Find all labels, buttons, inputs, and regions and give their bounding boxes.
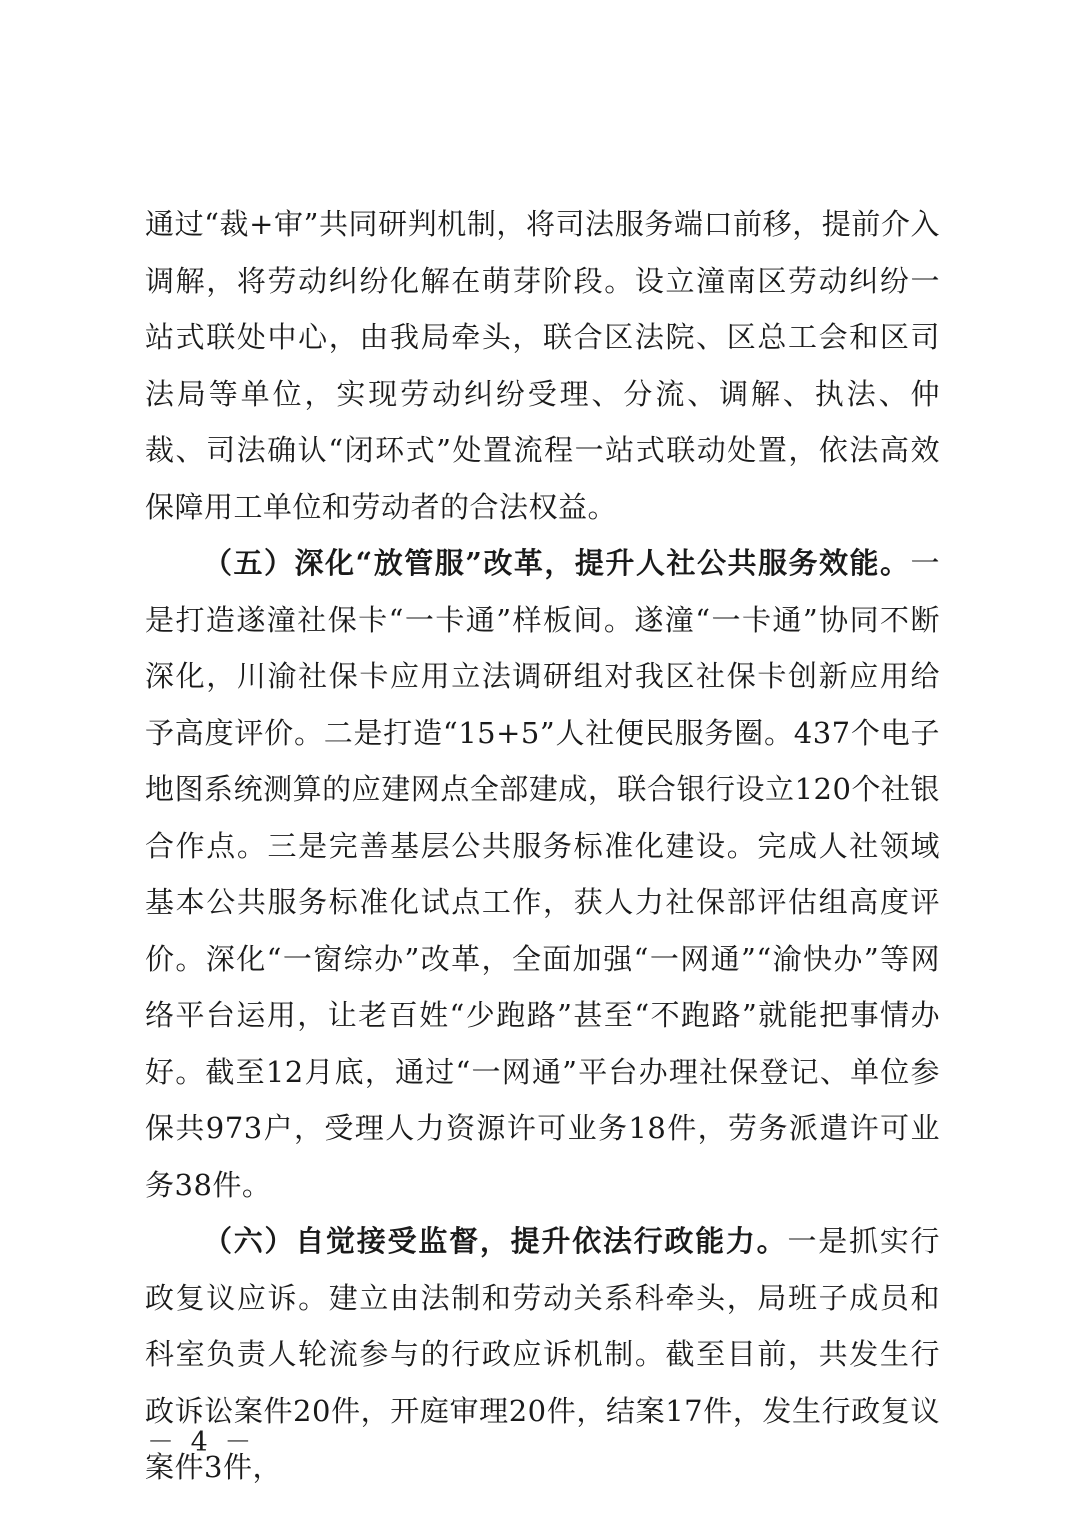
paragraph-text: 通过“裁+审”共同研判机制，将司法服务端口前移，提前介入调解，将劳动纠纷化解在萌芽阶段。设立潼南区劳动纠纷一站式联处中心，由我局牵头，联合区法院、区总工会和区司法局等单位，实现劳动纠纷受理、分流、调解、执法、仲裁、司法确认“闭环式”处置流程一站式联动处置，依法高效保障用工单位和劳动者的合法权益。 [145, 207, 940, 524]
paragraph-section-6 [145, 1213, 940, 1496]
paragraph-section-5 [145, 535, 940, 1213]
body-text [145, 196, 940, 1496]
section-heading: （五）深化“放管服”改革，提升人社公共服务效能。 [203, 546, 911, 580]
page-number: － 4 － [147, 1427, 256, 1458]
paragraph-continuation [145, 196, 940, 535]
paragraph-text: 一是抓实行政复议应诉。建立由法制和劳动关系科牵头，局班子成员和科室负责人轮流参与的行政应诉机制。截至目前，共发生行政诉讼案件20件，开庭审理20件，结案17件，发生行政复议案件3件， [145, 1224, 940, 1484]
section-heading: （六）自觉接受监督，提升依法行政能力。 [203, 1224, 788, 1258]
paragraph-text: 一是打造遂潼社保卡“一卡通”样板间。遂潼“一卡通”协同不断深化，川渝社保卡应用立法调研组对我区社保卡创新应用给予高度评价。二是打造“15+5”人社便民服务圈。437个电子地图系统测算的应建网点全部建成，联合银行设立120个社银合作点。三是完善基层公共服务标准化建设。完成人社领域基本公共服务标准化试点工作，获人力社保部评估组高度评价。深化“一窗综办”改革，全面加强“一网通”“渝快办”等网络平台运用，让老百姓“少跑路”甚至“不跑路”就能把事情办好。截至12月底，通过“一网通”平台办理社保登记、单位参保共973户，受理人力资源许可业务18件，劳务派遣许可业务38件。 [145, 546, 940, 1202]
